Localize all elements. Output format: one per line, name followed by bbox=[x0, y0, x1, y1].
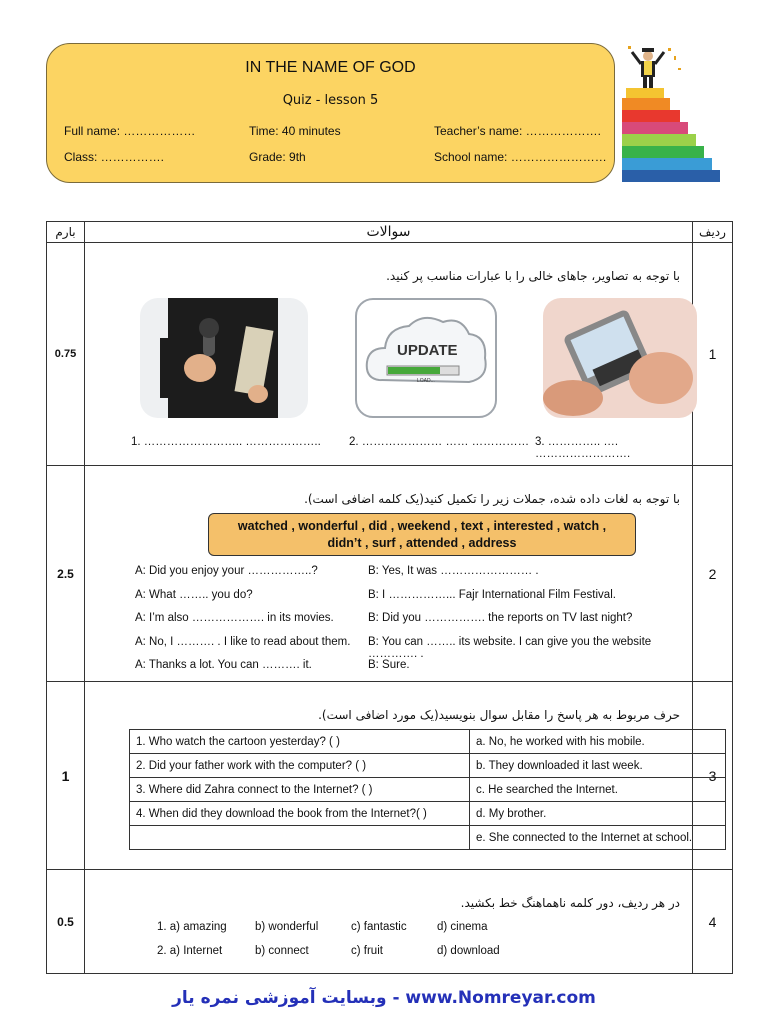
question-number: 2 bbox=[693, 466, 733, 682]
microphone-image bbox=[140, 298, 308, 418]
dialogue-line-a4: A: No, I ………. . I like to read about them. bbox=[135, 636, 351, 648]
odd-word-option: 2. a) Internet bbox=[157, 945, 223, 957]
school-name-field: School name: …………………… bbox=[434, 150, 607, 164]
header-subtitle: Quiz - lesson 5 bbox=[282, 93, 379, 108]
question-row-3 bbox=[47, 682, 733, 870]
time-field: Time: 40 minutes bbox=[249, 124, 341, 138]
phone-texting-image bbox=[543, 298, 697, 418]
question-row-1 bbox=[47, 243, 733, 466]
odd-word-option: c) fantastic bbox=[351, 921, 407, 933]
score-column-header bbox=[47, 222, 85, 243]
question-instruction: با توجه به تصاویر، جاهای خالی را با عبارات مناسب پر کنید. bbox=[386, 269, 680, 283]
image-blank-3: 3. ………….. …. ……………………. bbox=[535, 436, 631, 460]
word-bank-box bbox=[208, 513, 636, 556]
question-score: 1 bbox=[47, 682, 85, 870]
update-cloud-image bbox=[355, 298, 497, 418]
footer-website-link[interactable]: وبسایت آموزشی نمره یار - www.Nomreyar.com bbox=[172, 988, 596, 1008]
class-field: Class: ……………. bbox=[64, 150, 165, 164]
matching-row bbox=[130, 826, 726, 850]
question-row-2 bbox=[47, 466, 733, 682]
question-instruction: با توجه به لغات داده شده، جملات زیر را تکمیل کنید(یک کلمه اضافی است). bbox=[304, 492, 680, 506]
questions-table bbox=[46, 221, 733, 974]
odd-word-option: b) connect bbox=[255, 945, 309, 957]
question-instruction: حرف مربوط به هر پاسخ را مقابل سوال بنویسید(یک مورد اضافی است). bbox=[318, 708, 680, 722]
matching-answer-c: c. He searched the Internet. bbox=[470, 778, 726, 802]
row-header-label: ردیف bbox=[699, 225, 726, 239]
question-instruction: در هر ردیف، دور کلمه ناهماهنگ خط بکشید. bbox=[460, 896, 680, 910]
question-score: 0.75 bbox=[47, 243, 85, 466]
question-score: 0.5 bbox=[47, 870, 85, 974]
question-content-3 bbox=[85, 682, 693, 870]
image-blank-2: 2. ………………… …… …………… bbox=[349, 436, 530, 448]
question-number: 1 bbox=[693, 243, 733, 466]
matching-answer-e: e. She connected to the Internet at school. bbox=[470, 826, 726, 850]
odd-word-option: 1. a) amazing bbox=[157, 921, 227, 933]
dialogue-line-a2: A: What …….. you do? bbox=[135, 589, 253, 601]
stairs-graduate-illustration bbox=[618, 44, 724, 192]
matching-answer-d: d. My brother. bbox=[470, 802, 726, 826]
teacher-name-field: Teacher’s name: ………………. bbox=[434, 124, 601, 138]
matching-table bbox=[129, 729, 726, 850]
matching-question-1: 1. Who watch the cartoon yesterday? ( ) bbox=[130, 730, 470, 754]
question-score: 2.5 bbox=[47, 466, 85, 682]
dialogue-line-b4: B: You can …….. its website. I can give you the website …………. . bbox=[368, 636, 652, 660]
matching-row bbox=[130, 754, 726, 778]
odd-word-option: b) wonderful bbox=[255, 921, 319, 933]
question-number: 3 bbox=[693, 682, 733, 870]
dialogue-line-b3: B: Did you ……………. the reports on TV last night? bbox=[368, 612, 633, 624]
matching-answer-a: a. No, he worked with his mobile. bbox=[470, 730, 726, 754]
dialogue-line-b1: B: Yes, It was …………………… . bbox=[368, 565, 539, 577]
matching-question-2: 2. Did your father work with the computer? ( ) bbox=[130, 754, 470, 778]
score-header-label: بارم bbox=[55, 225, 76, 239]
dialogue-line-a1: A: Did you enjoy your ……………..? bbox=[135, 565, 318, 577]
quiz-header bbox=[46, 43, 615, 183]
question-content-1 bbox=[85, 243, 693, 466]
matching-row bbox=[130, 778, 726, 802]
matching-question-4: 4. When did they download the book from the Internet?( ) bbox=[130, 802, 470, 826]
dialogue-line-a3: A: I’m also ………………. in its movies. bbox=[135, 612, 334, 624]
odd-word-option: d) download bbox=[437, 945, 500, 957]
update-label: UPDATE bbox=[397, 342, 458, 359]
word-bank-line-1: watched , wonderful , did , weekend , text , interested , watch , bbox=[237, 519, 607, 533]
question-content-4 bbox=[85, 870, 693, 974]
table-header-row bbox=[47, 222, 733, 243]
load-label: LOAD... bbox=[417, 378, 435, 384]
questions-header-label: سوالات bbox=[366, 224, 411, 240]
question-number: 4 bbox=[693, 870, 733, 974]
grade-field: Grade: 9th bbox=[249, 150, 306, 164]
matching-answer-b: b. They downloaded it last week. bbox=[470, 754, 726, 778]
matching-question-3: 3. Where did Zahra connect to the Internet? ( ) bbox=[130, 778, 470, 802]
full-name-field: Full name: ……………… bbox=[64, 124, 196, 138]
odd-word-option: c) fruit bbox=[351, 945, 383, 957]
questions-column-header bbox=[85, 222, 693, 243]
question-content-2 bbox=[85, 466, 693, 682]
dialogue-line-b5: B: Sure. bbox=[368, 659, 410, 671]
header-title: IN THE NAME OF GOD bbox=[245, 59, 416, 76]
dialogue-line-a5: A: Thanks a lot. You can ………. it. bbox=[135, 659, 312, 671]
row-column-header bbox=[693, 222, 733, 243]
matching-row bbox=[130, 730, 726, 754]
dialogue-line-b2: B: I ……………... Fajr International Film Festival. bbox=[368, 589, 616, 601]
question-row-4 bbox=[47, 870, 733, 974]
word-bank-line-2: didn’t , surf , attended , address bbox=[327, 536, 517, 550]
image-blank-1: 1. …………………….. ……………….. bbox=[131, 436, 321, 448]
odd-word-option: d) cinema bbox=[437, 921, 488, 933]
matching-row bbox=[130, 802, 726, 826]
matching-question-empty bbox=[130, 826, 470, 850]
